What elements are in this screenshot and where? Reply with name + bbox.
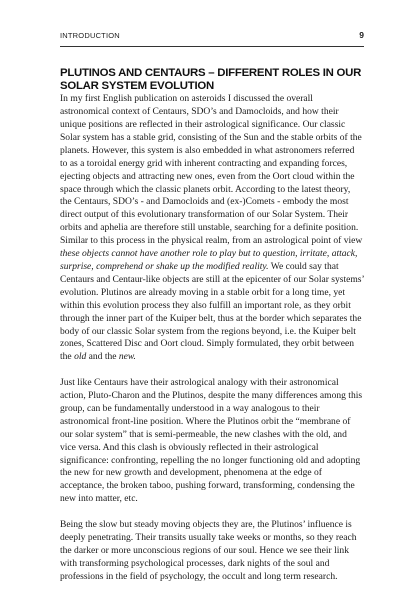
paragraph-2 [60, 377, 364, 506]
page-number: 9 [359, 30, 364, 40]
text-run: and the [86, 351, 119, 363]
text-run: In my first English publication on asteroids I discussed the overall astronomical context of Centaurs, SDO’s and Damocloids, and how their unique positions are reflected in their astrological significance. Our classic Solar system has a stable grid, consisting of the Sun and the stable orbits of the planets. However, this system is also embedded in what astronomers referred to as a toroidal energy grid with inherent contracting and expanding forces, ejecting objects and attracting new ones, even from the Oort cloud within the space through which the classic planets orbit. According to the latest theory, the Centaurs, SDO’s - and Damocloids and (ex-)Comets - embody the most direct output of this evolutionary transformation of our Solar System. Their orbits and aphelia are therefore still unstable, searching for a definite position. Similar to this process in the physical realm, from an astrological point of view [60, 93, 363, 247]
paragraph-1 [60, 93, 364, 364]
italic-text-run: these objects cannot have another role to play but to question, irritate, attack, surprise, comprehend or shake up the modified reality. [60, 248, 358, 272]
running-title: INTRODUCTION [60, 31, 120, 40]
text-run: Being the slow but steady moving objects they are, the Plutinos’ influence is deeply penetrating. Their transits usually take weeks or months, so they reach the darker or more unconscious regions of our soul. Hence we see their link with transforming psychological processes, dark nights of the soul and professions in the field of psychology, the occult and long term research. [60, 519, 357, 582]
italic-text-run: old [74, 351, 87, 363]
paragraph-3 [60, 519, 364, 584]
running-header [60, 30, 364, 44]
italic-text-run: new. [118, 351, 136, 363]
text-run: We could say that Centaurs and Centaur-like objects are still at the epicenter of our Solar systems’ evolution. Plutinos are already moving in a stable orbit for a long time, yet within this evolution process they also fulfill an important role, as they orbit through the inner part of the Kuiper belt, thus at the border which separates the body of our classic Solar system from the regions beyond, i.e. the Kuiper belt zones, Scattered Disc and Oort cloud. Simply formulated, they orbit between the [60, 260, 364, 363]
text-run: Just like Centaurs have their astrological analogy with their astronomical action, Pluto-Charon and the Plutinos, despite the many differences among this group, can be fundamentally understood in a way analogous to their astronomical front-line position. Where the Plutinos orbit the “membrane of our solar system” that is semi-permeable, the new clashes with the old, and vice versa. And this clash is obviously reflected in their astrological significance: confronting, repelling the no longer functioning old and adopting the new for new growth and development, phenomena at the edge of acceptance, the broken taboo, pushing forward, transforming, condensing the new into matter, etc. [60, 377, 363, 505]
section-heading: PLUTINOS AND CENTAURS – DIFFERENT ROLES IN OUR SOLAR SYSTEM EVOLUTION [60, 67, 362, 92]
header-rule [60, 46, 364, 47]
